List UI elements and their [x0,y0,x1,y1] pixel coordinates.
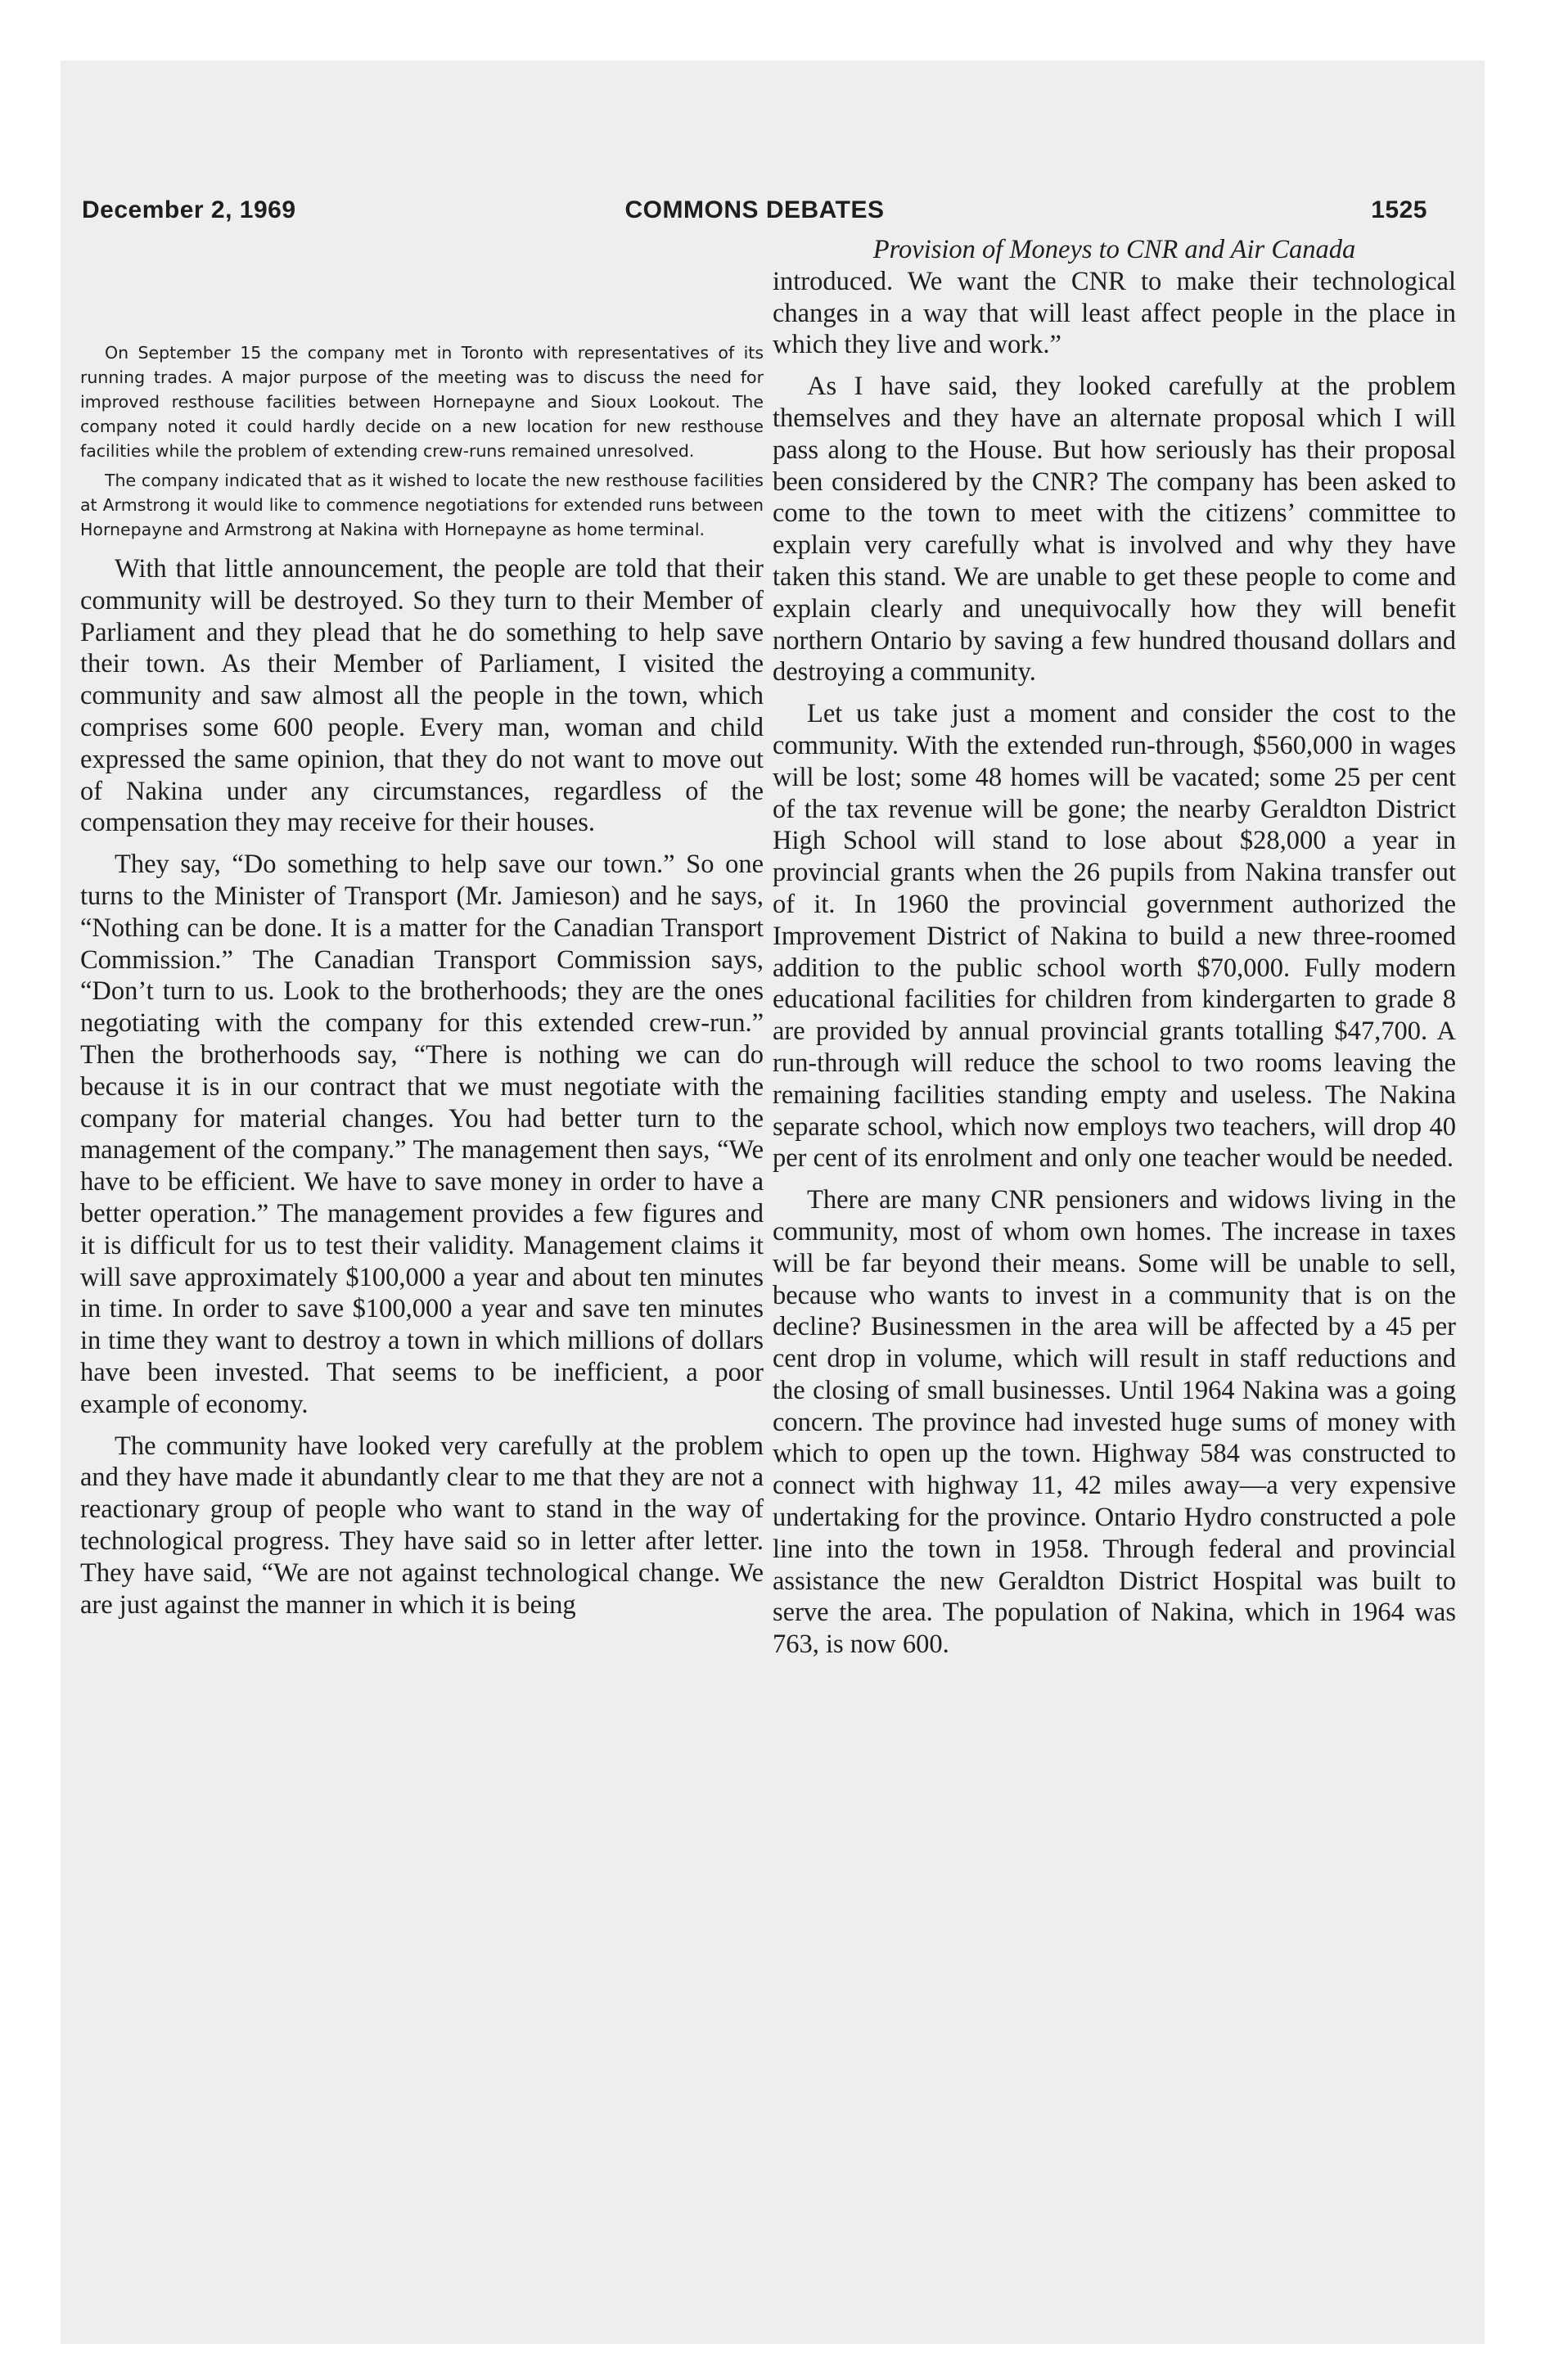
body-paragraph: Let us take just a moment and consider the cost to the community. With the extended run-through, $560,000 in wages will be lost; some 48 homes will be vacated; some 25 per cent of the tax revenue will be gone; the nearby Geraldton District High School will stand to lose about $28,000 a year in provincial grants when the 26 pupils from Nakina transfer out of it. In 1960 the provincial government authorized the Improvement District of Nakina to build a new three-roomed addition to the public school worth $70,000. Fully modern educational facilities for children from kindergarten to grade 8 are provided by annual provincial grants totalling $47,700. A run-through will reduce the school to two rooms leaving the remaining facilities standing empty and useless. The Nakina separate school, which now employs two teachers, will drop 40 per cent of its enrolment and only one teacher would be needed. [773,699,1456,1174]
quote-paragraph: On September 15 the company met in Toronto with representatives of its running trades. A major purpose of the meeting was to discuss the need for improved resthouse facilities between Hornepayne and Sioux Lookout. The company noted it could hardly decide on a new location for new resthouse facilities while the problem of extending crew-runs remained unresolved. [80,343,764,461]
running-head: Provision of Moneys to CNR and Air Canada [872,235,1356,264]
body-paragraph: As I have said, they looked carefully at the problem themselves and they have an alternate proposal which I will pass along to the House. But how seriously has their proposal been considered by the CNR? The company has been asked to come to the town to meet with the citizens’ committee to explain very carefully what is involved and why they have taken this stand. We are unable to get these people to come and explain clearly and unequivocally how they will benefit northern Ontario by saving a few hundred thousand dollars and destroying a community. [773,372,1456,687]
quoted-company-statement [80,340,764,542]
body-paragraph-continuation: introduced. We want the CNR to make their technological changes in a way that will least affect people in the place in which they live and work.” [773,266,1456,360]
body-paragraph: There are many CNR pensioners and widows living in the community, most of whom own homes. The increase in taxes will be far beyond their means. Some will be unable to sell, because who wants to invest in a community that is on the decline? Businessmen in the area will be affected by a 45 per cent drop in volume, which will result in staff reductions and the closing of small businesses. Until 1964 Nakina was a going concern. The province had invested huge sums of money with which to open up the town. Highway 584 was constructed to connect with highway 11, 42 miles away—a very expensive undertaking for the province. Ontario Hydro constructed a pole line into the town in 1958. Through federal and provincial assistance the new Geraldton District Hospital was built to serve the area. The population of Nakina, which in 1964 was 763, is now 600. [773,1185,1456,1660]
page-header [82,196,1427,237]
quote-paragraph: The company indicated that as it wished to locate the new resthouse facilities at Armstrong it would like to commence negotiations for extended runs between Hornepayne and Armstrong at Nakina with Hornepayne as home terminal. [80,471,764,539]
body-paragraph: With that little announcement, the people are told that their community will be destroyed. So they turn to their Member of Parliament and they plead that he do something to help save their town. As their Member of Parliament, I visited the community and saw almost all the people in the town, which comprises some 600 people. Every man, woman and child expressed the same opinion, that they do not want to move out of Nakina under any circumstances, regardless of the compensation they may receive for their houses. [80,554,764,838]
body-paragraph: They say, “Do something to help save our town.” So one turns to the Minister of Transport (Mr. Jamieson) and he says, “Nothing can be done. It is a matter for the Canadian Transport Commission.” The Canadian Transport Commission says, “Don’t turn to us. Look to the brotherhoods; they are the ones negotiating with the company for this extended crew-run.” Then the brotherhoods say, “There is nothing we can do because it is in our contract that we must negotiate with the company for material changes. You had better turn to the management of the company.” The management then says, “We have to be efficient. We have to save money in order to have a better operation.” The management provides a few figures and it is difficult for us to test their validity. Management claims it will save approximately $100,000 a year and about ten minutes in time. In order to save $100,000 a year and save ten minutes in time they want to destroy a town in which millions of dollars have been invested. That seems to be inefficient, a poor example of economy. [80,850,764,1419]
body-paragraph: The community have looked very carefully at the problem and they have made it abundantly clear to me that they are not a reactionary group of people who want to stand in the way of technological progress. They have said so in letter after letter. They have said, “We are not against technological change. We are just against the manner in which it is being [80,1431,764,1620]
page-sheet [61,61,1485,2344]
header-title: COMMONS DEBATES [624,196,885,223]
right-column [773,234,1456,1670]
header-date: December 2, 1969 [82,196,296,223]
page-number: 1525 [1371,196,1427,223]
left-column [80,234,764,1630]
